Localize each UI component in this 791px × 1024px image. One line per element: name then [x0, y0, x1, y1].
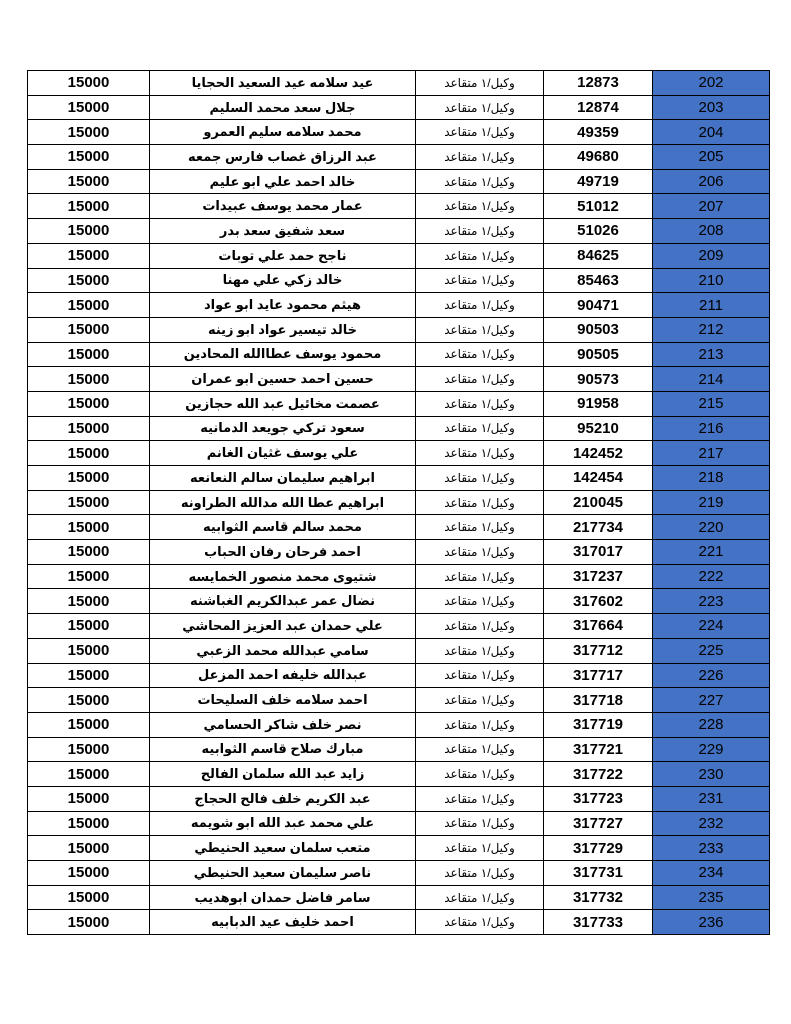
rank-cell: وكيل/١ متقاعد: [416, 836, 544, 861]
rank-cell: وكيل/١ متقاعد: [416, 71, 544, 96]
id-cell: 317712: [544, 638, 653, 663]
rank-cell: وكيل/١ متقاعد: [416, 317, 544, 342]
id-cell: 317719: [544, 712, 653, 737]
id-cell: 12874: [544, 95, 653, 120]
id-cell: 90471: [544, 293, 653, 318]
name-cell: محمد سلامه سليم العمرو: [150, 120, 416, 145]
sequence-number-cell: 230: [653, 762, 770, 787]
name-cell: خالد زكي علي مهنا: [150, 268, 416, 293]
table-row: [28, 317, 770, 342]
sequence-number-cell: 226: [653, 663, 770, 688]
id-cell: 317727: [544, 811, 653, 836]
sequence-number-cell: 225: [653, 638, 770, 663]
rank-cell: وكيل/١ متقاعد: [416, 293, 544, 318]
id-cell: 317017: [544, 540, 653, 565]
sequence-number-cell: 232: [653, 811, 770, 836]
table-row: [28, 786, 770, 811]
table-row: [28, 688, 770, 713]
name-cell: متعب سلمان سعيد الحنيطي: [150, 836, 416, 861]
name-cell: علي حمدان عبد العزيز المحاشي: [150, 614, 416, 639]
table-row: [28, 836, 770, 861]
id-cell: 317602: [544, 589, 653, 614]
table-row: [28, 293, 770, 318]
rank-cell: وكيل/١ متقاعد: [416, 441, 544, 466]
rank-cell: وكيل/١ متقاعد: [416, 169, 544, 194]
sequence-number-cell: 218: [653, 466, 770, 491]
id-cell: 95210: [544, 416, 653, 441]
amount-cell: 15000: [28, 317, 150, 342]
sequence-number-cell: 222: [653, 564, 770, 589]
sequence-number-cell: 235: [653, 885, 770, 910]
name-cell: احمد فرحان رفان الحباب: [150, 540, 416, 565]
amount-cell: 15000: [28, 169, 150, 194]
amount-cell: 15000: [28, 762, 150, 787]
sequence-number-cell: 229: [653, 737, 770, 762]
name-cell: عيد سلامه عيد السعيد الحجايا: [150, 71, 416, 96]
name-cell: احمد خليف عيد الدبابيه: [150, 910, 416, 935]
name-cell: حسين احمد حسين ابو عمران: [150, 367, 416, 392]
sequence-number-cell: 231: [653, 786, 770, 811]
rank-cell: وكيل/١ متقاعد: [416, 194, 544, 219]
amount-cell: 15000: [28, 391, 150, 416]
table-row: [28, 737, 770, 762]
rank-cell: وكيل/١ متقاعد: [416, 861, 544, 886]
table-row: [28, 540, 770, 565]
table-row: [28, 885, 770, 910]
amount-cell: 15000: [28, 268, 150, 293]
rank-cell: وكيل/١ متقاعد: [416, 466, 544, 491]
amount-cell: 15000: [28, 342, 150, 367]
name-cell: سامي عبدالله محمد الزعبي: [150, 638, 416, 663]
name-cell: علي يوسف غثيان الغانم: [150, 441, 416, 466]
sequence-number-cell: 219: [653, 490, 770, 515]
table-row: [28, 638, 770, 663]
id-cell: 90505: [544, 342, 653, 367]
amount-cell: 15000: [28, 885, 150, 910]
table-row: [28, 95, 770, 120]
rank-cell: وكيل/١ متقاعد: [416, 663, 544, 688]
amount-cell: 15000: [28, 663, 150, 688]
table-row: [28, 268, 770, 293]
table-row: [28, 71, 770, 96]
sequence-number-cell: 214: [653, 367, 770, 392]
rank-cell: وكيل/١ متقاعد: [416, 219, 544, 244]
name-cell: هيثم محمود عايد ابو عواد: [150, 293, 416, 318]
table-row: [28, 120, 770, 145]
rank-cell: وكيل/١ متقاعد: [416, 762, 544, 787]
sequence-number-cell: 206: [653, 169, 770, 194]
payroll-table: [27, 70, 770, 935]
amount-cell: 15000: [28, 861, 150, 886]
rank-cell: وكيل/١ متقاعد: [416, 589, 544, 614]
rank-cell: وكيل/١ متقاعد: [416, 910, 544, 935]
id-cell: 84625: [544, 243, 653, 268]
rank-cell: وكيل/١ متقاعد: [416, 490, 544, 515]
sequence-number-cell: 234: [653, 861, 770, 886]
amount-cell: 15000: [28, 145, 150, 170]
table-row: [28, 663, 770, 688]
name-cell: محمد سالم قاسم الثوابيه: [150, 515, 416, 540]
name-cell: عمار محمد يوسف عبيدات: [150, 194, 416, 219]
rank-cell: وكيل/١ متقاعد: [416, 564, 544, 589]
amount-cell: 15000: [28, 95, 150, 120]
amount-cell: 15000: [28, 120, 150, 145]
id-cell: 85463: [544, 268, 653, 293]
name-cell: شتيوى محمد منصور الخمايسه: [150, 564, 416, 589]
rank-cell: وكيل/١ متقاعد: [416, 145, 544, 170]
amount-cell: 15000: [28, 737, 150, 762]
name-cell: عصمت مخائيل عبد الله حجازين: [150, 391, 416, 416]
sequence-number-cell: 236: [653, 910, 770, 935]
id-cell: 49719: [544, 169, 653, 194]
rank-cell: وكيل/١ متقاعد: [416, 688, 544, 713]
rank-cell: وكيل/١ متقاعد: [416, 737, 544, 762]
amount-cell: 15000: [28, 71, 150, 96]
id-cell: 317721: [544, 737, 653, 762]
amount-cell: 15000: [28, 515, 150, 540]
amount-cell: 15000: [28, 540, 150, 565]
table-row: [28, 145, 770, 170]
id-cell: 317664: [544, 614, 653, 639]
amount-cell: 15000: [28, 638, 150, 663]
table-row: [28, 391, 770, 416]
sequence-number-cell: 209: [653, 243, 770, 268]
sequence-number-cell: 208: [653, 219, 770, 244]
amount-cell: 15000: [28, 293, 150, 318]
rank-cell: وكيل/١ متقاعد: [416, 638, 544, 663]
table-row: [28, 762, 770, 787]
name-cell: جلال سعد محمد السليم: [150, 95, 416, 120]
rank-cell: وكيل/١ متقاعد: [416, 367, 544, 392]
rank-cell: وكيل/١ متقاعد: [416, 95, 544, 120]
id-cell: 317733: [544, 910, 653, 935]
rank-cell: وكيل/١ متقاعد: [416, 786, 544, 811]
name-cell: ناجح حمد علي توبات: [150, 243, 416, 268]
table-row: [28, 515, 770, 540]
table-row: [28, 564, 770, 589]
table-row: [28, 219, 770, 244]
name-cell: احمد سلامه خلف السليحات: [150, 688, 416, 713]
rank-cell: وكيل/١ متقاعد: [416, 885, 544, 910]
rank-cell: وكيل/١ متقاعد: [416, 614, 544, 639]
table-row: [28, 194, 770, 219]
rank-cell: وكيل/١ متقاعد: [416, 811, 544, 836]
name-cell: زايد عبد الله سلمان الفالح: [150, 762, 416, 787]
amount-cell: 15000: [28, 589, 150, 614]
sequence-number-cell: 210: [653, 268, 770, 293]
amount-cell: 15000: [28, 786, 150, 811]
id-cell: 210045: [544, 490, 653, 515]
sequence-number-cell: 224: [653, 614, 770, 639]
table-row: [28, 367, 770, 392]
id-cell: 90573: [544, 367, 653, 392]
sequence-number-cell: 212: [653, 317, 770, 342]
id-cell: 91958: [544, 391, 653, 416]
id-cell: 142452: [544, 441, 653, 466]
amount-cell: 15000: [28, 441, 150, 466]
rank-cell: وكيل/١ متقاعد: [416, 540, 544, 565]
amount-cell: 15000: [28, 194, 150, 219]
name-cell: عبدالله خليفه احمد المزعل: [150, 663, 416, 688]
name-cell: ابراهيم سليمان سالم النعانعه: [150, 466, 416, 491]
id-cell: 317731: [544, 861, 653, 886]
table-row: [28, 243, 770, 268]
sequence-number-cell: 205: [653, 145, 770, 170]
table-row: [28, 589, 770, 614]
amount-cell: 15000: [28, 490, 150, 515]
table-row: [28, 441, 770, 466]
sequence-number-cell: 227: [653, 688, 770, 713]
amount-cell: 15000: [28, 219, 150, 244]
amount-cell: 15000: [28, 243, 150, 268]
rank-cell: وكيل/١ متقاعد: [416, 515, 544, 540]
table-body: [28, 71, 770, 935]
id-cell: 51026: [544, 219, 653, 244]
name-cell: خالد تيسير عواد ابو زينه: [150, 317, 416, 342]
name-cell: عبد الرزاق غصاب فارس جمعه: [150, 145, 416, 170]
sequence-number-cell: 213: [653, 342, 770, 367]
sequence-number-cell: 207: [653, 194, 770, 219]
id-cell: 317722: [544, 762, 653, 787]
name-cell: سعود تركي جويعد الدمانيه: [150, 416, 416, 441]
sequence-number-cell: 217: [653, 441, 770, 466]
name-cell: نضال عمر عبدالكريم الغباشنه: [150, 589, 416, 614]
amount-cell: 15000: [28, 910, 150, 935]
sequence-number-cell: 220: [653, 515, 770, 540]
id-cell: 317717: [544, 663, 653, 688]
sequence-number-cell: 204: [653, 120, 770, 145]
sequence-number-cell: 223: [653, 589, 770, 614]
amount-cell: 15000: [28, 367, 150, 392]
rank-cell: وكيل/١ متقاعد: [416, 120, 544, 145]
amount-cell: 15000: [28, 614, 150, 639]
id-cell: 317718: [544, 688, 653, 713]
table-row: [28, 466, 770, 491]
name-cell: سعد شفيق سعد بدر: [150, 219, 416, 244]
table-row: [28, 169, 770, 194]
sequence-number-cell: 211: [653, 293, 770, 318]
name-cell: عبد الكريم خلف فالح الحجاج: [150, 786, 416, 811]
id-cell: 317723: [544, 786, 653, 811]
rank-cell: وكيل/١ متقاعد: [416, 243, 544, 268]
amount-cell: 15000: [28, 712, 150, 737]
name-cell: ناصر سليمان سعيد الحنيطي: [150, 861, 416, 886]
rank-cell: وكيل/١ متقاعد: [416, 712, 544, 737]
table-row: [28, 416, 770, 441]
sequence-number-cell: 203: [653, 95, 770, 120]
rank-cell: وكيل/١ متقاعد: [416, 416, 544, 441]
table-row: [28, 712, 770, 737]
name-cell: نصر خلف شاكر الحسامي: [150, 712, 416, 737]
table-row: [28, 614, 770, 639]
rank-cell: وكيل/١ متقاعد: [416, 342, 544, 367]
sequence-number-cell: 202: [653, 71, 770, 96]
table-row: [28, 910, 770, 935]
table-row: [28, 811, 770, 836]
table-row: [28, 861, 770, 886]
name-cell: محمود يوسف عطاالله المحادين: [150, 342, 416, 367]
id-cell: 317729: [544, 836, 653, 861]
id-cell: 51012: [544, 194, 653, 219]
sequence-number-cell: 215: [653, 391, 770, 416]
name-cell: خالد احمد علي ابو عليم: [150, 169, 416, 194]
table-row: [28, 342, 770, 367]
id-cell: 142454: [544, 466, 653, 491]
sequence-number-cell: 216: [653, 416, 770, 441]
name-cell: سامر فاضل حمدان ابوهديب: [150, 885, 416, 910]
name-cell: ابراهيم عطا الله مدالله الطراونه: [150, 490, 416, 515]
name-cell: مبارك صلاح قاسم الثوابيه: [150, 737, 416, 762]
sequence-number-cell: 228: [653, 712, 770, 737]
sequence-number-cell: 233: [653, 836, 770, 861]
name-cell: علي محمد عبد الله ابو شويمه: [150, 811, 416, 836]
id-cell: 217734: [544, 515, 653, 540]
id-cell: 90503: [544, 317, 653, 342]
id-cell: 12873: [544, 71, 653, 96]
amount-cell: 15000: [28, 688, 150, 713]
sequence-number-cell: 221: [653, 540, 770, 565]
amount-cell: 15000: [28, 811, 150, 836]
id-cell: 49359: [544, 120, 653, 145]
rank-cell: وكيل/١ متقاعد: [416, 268, 544, 293]
amount-cell: 15000: [28, 466, 150, 491]
table-row: [28, 490, 770, 515]
amount-cell: 15000: [28, 836, 150, 861]
id-cell: 317237: [544, 564, 653, 589]
id-cell: 317732: [544, 885, 653, 910]
id-cell: 49680: [544, 145, 653, 170]
rank-cell: وكيل/١ متقاعد: [416, 391, 544, 416]
amount-cell: 15000: [28, 564, 150, 589]
amount-cell: 15000: [28, 416, 150, 441]
